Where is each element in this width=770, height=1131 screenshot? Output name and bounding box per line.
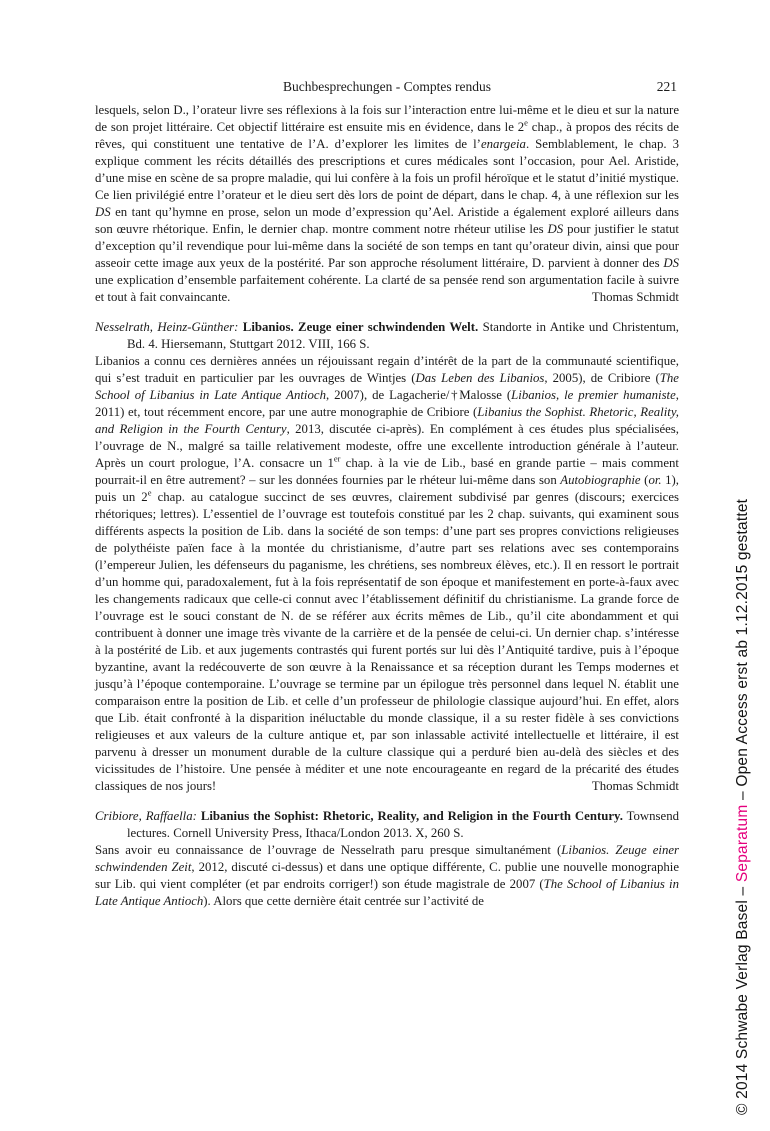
text-run: Townsend lectures. Cornell University Press, Ithaca/London 2013. X, 260 S. [127,809,679,840]
text-run: Nesselrath, Heinz-Günther: [95,320,243,334]
text-run: ( [640,473,649,487]
text-run: . Semblablement, le chap. 3 explique comment les récits détaillés des prescriptions et cures médicales sont l’occasion, pour Ael. Aristide, d’une mise en scène de sa propre maladie, qui lui confère à la fois un profil héroïque et le statut d’initié mystique. Ce lien privilégié entre l’orateur et le dieu sert dès lors de point de départ, dans le chap. 4, à une réflexion sur les [95,137,679,202]
running-head: Buchbesprechungen - Comptes rendus [282,79,492,94]
text-run: , 2007), de Lagacherie/†Malosse ( [325,388,512,402]
review-body [95,102,679,306]
page-number: 221 [656,79,677,94]
text-run: chap. au catalogue succinct de ses œuvres, clairement subdivisé par genres (discours; exercices rhétoriques; lettres). L’essentiel de l’ouvrage est toutefois constitué par les 2 chap. suivants, qui examinent sous différents aspects la position de Lib. dans la société de son temps: d’une part ses propres convictions religieuses de polythéiste païen face à la montée du christianisme, d’autre part ses relations avec ses contemporains (l’empereur Julien, les défenseurs du paganisme, les chrétiens, ses nombreux élèves, etc.). Il en ressort le portrait d’un homme qui, paradoxalement, fut à la fois représentatif de son époque et manifestement en porte-à-faux avec les changements radicaux que celle-ci connut avec l’établissement définitif du christianisme. La grande force de l’ouvrage est le souci constant de N. de se référer aux écrits mêmes de Lib., qu’il cite abondamment et qui contribuent à donner une image très vivante de la carrière et de la pensée de celui-ci. Un dernier chap. s’intéresse à la postérité de Lib. et aux jugements contrastés qui furent portés sur lui dès l’Antiquité tardive, puis à l’époque byzantine, avant la redécouverte de son œuvre à la Renaissance et sa réception durant les Temps modernes et jusqu’à l’époque contemporaine. L’ouvrage se termine par un épilogue très personnel dans lequel N. établit une comparaison entre la position de Lib. et celle d’un professeur de philologie classique aujourd’hui. En effet, alors que Lib. était confronté à la disparition inéluctable du monde classique, il a su rester fidèle à ses convictions religieuses et aux valeurs de la culture antique et, par son inlassable activité intellectuelle et littéraire, il est parvenu à dresser un monument durable de la culture classique qui a perduré bien au-delà des siècles et des vicissitudes de l’histoire. Une pensée à méditer et une note encourageante en regard de la précarité des études classiques de nos jours! [95,490,679,793]
text-run: chap., à propos des récits de rêves, qui constituent une tentative de l’A. d’explorer les limites de l’ [95,120,679,151]
text-run: e [147,487,152,498]
review-text [95,843,679,908]
book-review-nesselrath [95,319,679,795]
reviewer-signature: Thomas Schmidt [591,290,679,304]
review-text [95,103,679,304]
page-header [95,78,679,95]
text-run: or. [648,473,662,487]
text-column [95,78,679,910]
book-review-continuation [95,102,679,306]
text-run: Autobiographie [560,473,641,487]
review-body [95,842,679,910]
text-run: chap. à la vie de Lib., basé en grande partie – mais comment pourrait-il en être autrement? – sur les données fournies par le rhéteur lui-même dans son [95,456,679,487]
text-run: The School of Libanius in Late Antique Antioch [95,371,679,402]
text-run: 1), puis un 2 [95,473,680,504]
review-body [95,353,679,795]
text-run: , 2012, discuté ci-dessus) et dans une optique différente, C. publie une nouvelle monographie sur Lib. qui vient compléter (et par endroits corriger!) son étude magistrale de 2007 ( [95,860,679,891]
text-run: enargeia [480,137,526,151]
text-run: , 2011) et, tout récemment encore, par une autre monographie de Cribiore ( [95,388,679,419]
text-run: er [333,453,341,464]
copyright-prefix: © 2014 Schwabe Verlag Basel – [734,882,751,1115]
heading-text [95,809,679,840]
text-run: lesquels, selon D., l’orateur livre ses réflexions à la fois sur l’interaction entre lui-même et le dieu et sur la nature de son projet littéraire. Cet objectif littéraire est ensuite mis en évidence, dans le 2 [95,103,679,134]
text-run: Libanios. Zeuge einer schwindenden Zeit [95,843,680,874]
text-run: Libanios a connu ces dernières années un réjouissant regain d’intérêt de la part de la communauté scientifique, qui s’est traduit en particulier par les ouvrages de Wintjes ( [95,354,679,385]
review-text [95,354,679,793]
text-run: , 2005), de Cribiore ( [544,371,660,385]
text-run: The School of Libanius in Late Antique Antioch [95,877,679,908]
text-run: ). Alors que cette dernière était centrée sur l’activité de [203,894,484,908]
book-review-cribiore [95,808,679,910]
spine-copyright [734,499,752,1115]
text-run: une explication d’ensemble parfaitement cohérente. La clarté de sa pensée rend son argumentation facile à suivre et tout à fait convaincante. [95,273,679,304]
separatum-label: Separatum [734,804,751,883]
text-run: Das Leben des Libanios [415,371,545,385]
text-run: Libanios. Zeuge einer schwindenden Welt. [242,320,479,334]
review-heading [95,319,679,353]
text-run: e [524,117,528,128]
text-run: Cribiore, Raffaella: [95,809,201,823]
text-run: DS [95,205,111,219]
review-heading [95,808,679,842]
text-run: DS [663,256,679,270]
text-run: en tant qu’hymne en prose, selon un mode d’expression qu’Ael. Aristide a également exploré ailleurs dans son œuvre rhétorique. Enfin, le dernier chap. montre comment notre rhéteur utilise les [95,205,679,236]
copyright-suffix: – Open Access erst ab 1.12.2015 gestattet [734,498,751,805]
heading-text [95,320,679,351]
text-run: pour justifier le statut d’exception qu’il revendique pour lui-même dans la société de son temps en tant qu’orateur divin, ainsi que pour asseoir cette image aux yeux de la postérité. Par son approche résolument littéraire, D. parvient à donner des [95,222,679,270]
text-run: Sans avoir eu connaissance de l’ouvrage de Nesselrath paru presque simultanément ( [95,843,562,857]
text-run: Standorte in Antike und Christentum, Bd. 4. Hiersemann, Stuttgart 2012. VIII, 166 S. [127,320,679,351]
text-run: Libanius the Sophist: Rhetoric, Reality, and Religion in the Fourth Century. [200,809,623,823]
text-run: , 2013, discutée ci-après). En complément à ces études plus spécialisées, l’ouvrage de N., malgré sa taille relativement modeste, offre une excellente introduction générale à l’auteur. Après un court prologue, l’A. consacre un 1 [95,422,679,470]
text-run: Libanios, le premier humaniste [511,388,676,402]
text-run: DS [547,222,564,236]
reviewer-signature: Thomas Schmidt [591,779,679,793]
text-run: Libanius the Sophist. Rhetoric, Reality, and Religion in the Fourth Century [95,405,679,436]
